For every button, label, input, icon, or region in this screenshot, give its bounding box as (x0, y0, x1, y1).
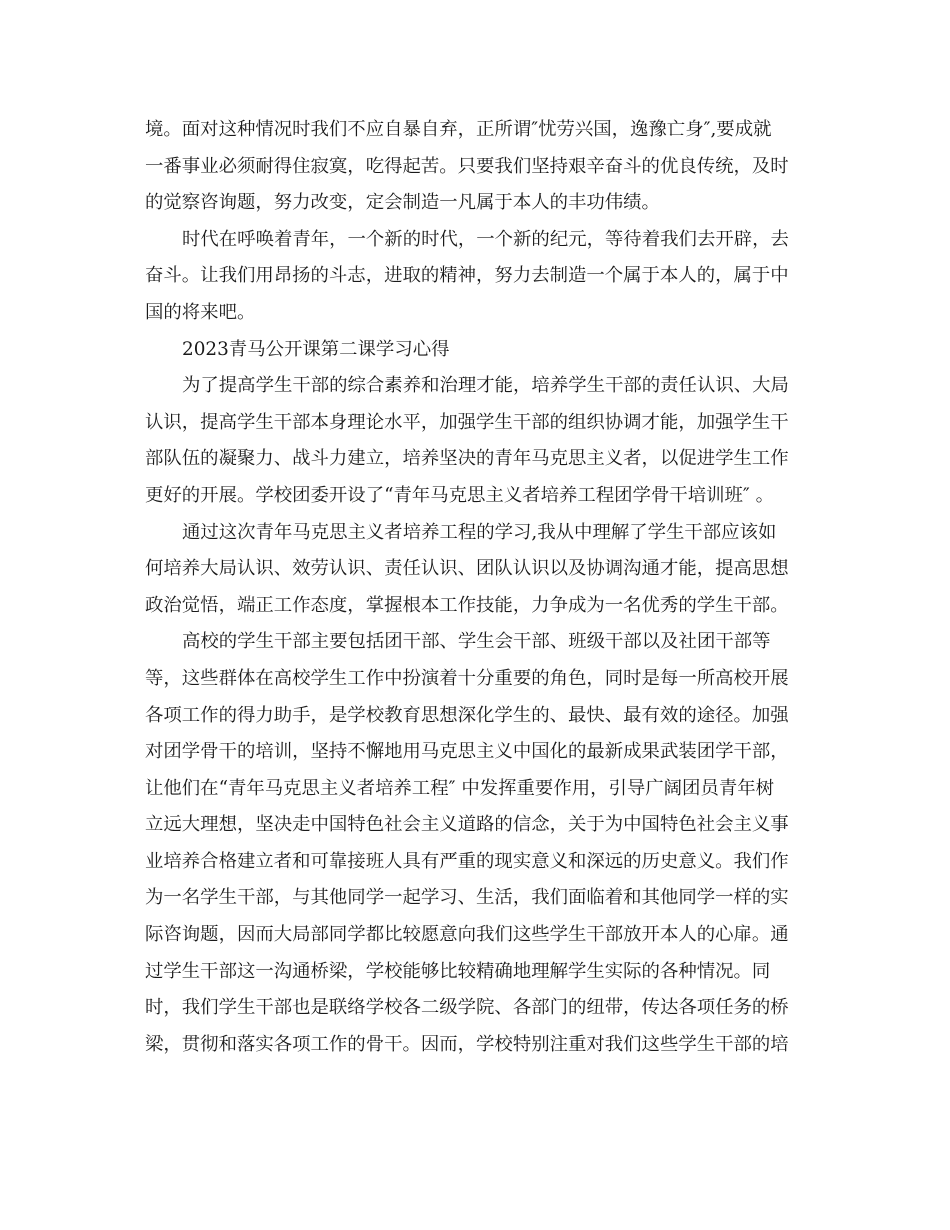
text-line: 何培养大局认识、效劳认识、责任认识、团队认识以及协调沟通才能，提高思想 (145, 558, 789, 580)
text-line: 为了提高学生干部的综合素养和治理才能，培养学生干部的责任认识、大局 (182, 375, 789, 397)
text-line: 对团学骨干的培训，坚持不懈地用马克思主义中国化的最新成果武装团学干部， (145, 741, 789, 763)
section-heading (145, 332, 805, 369)
text-line: 政治觉悟，端正工作态度，掌握根本工作技能，力争成为一名优秀的学生干部。 (145, 594, 789, 616)
paragraph-3 (145, 368, 805, 514)
text-line: 更好的开展。学校团委开设了“青年马克思主义者培养工程团学骨干培训班″ 。 (145, 484, 775, 506)
text-line: 过学生干部这一沟通桥梁，学校能够比较精确地理解学生实际的各种情况。同 (145, 960, 771, 982)
paragraph-4 (145, 515, 805, 625)
text-line: 各项工作的得力助手，是学校教育思想深化学生的、最快、最有效的途径。加强 (145, 704, 789, 726)
section-title: 2023青马公开课第二课学习心得 (182, 338, 450, 360)
text-line: 通过这次青年马克思主义者培养工程的学习,我从中理解了学生干部应该如 (182, 521, 777, 543)
text-line: 际咨询题，因而大局部同学都比较愿意向我们这些学生干部放开本人的心扉。通 (145, 924, 789, 946)
text-line: 梁，贯彻和落实各项工作的骨干。因而，学校特别注重对我们这些学生干部的培 (145, 1033, 789, 1055)
text-line: 时代在呼唤着青年，一个新的时代，一个新的纪元，等待着我们去开辟，去 (182, 228, 789, 250)
paragraph-1 (145, 112, 805, 222)
text-line: 让他们在“青年马克思主义者培养工程″ 中发挥重要作用，引导广阔团员青年树 (145, 777, 775, 799)
text-line: 国的将来吧。 (145, 301, 256, 323)
text-line: 一番事业必须耐得住寂寞，吃得起苦。只要我们坚持艰辛奋斗的优良传统，及时 (145, 155, 789, 177)
text-line: 时，我们学生干部也是联络学校各二级学院、各部门的纽带，传达各项任务的桥 (145, 997, 789, 1019)
text-line: 的觉察咨询题，努力改变，定会制造一凡属于本人的丰功伟绩。 (145, 192, 660, 214)
text-line: 立远大理想，坚决走中国特色社会主义道路的信念，关于为中国特色社会主义事 (145, 814, 789, 836)
text-line: 业培养合格建立者和可靠接班人具有严重的现实意义和深远的历史意义。我们作 (145, 850, 789, 872)
text-line: 为一名学生干部，与其他同学一起学习、生活，我们面临着和其他同学一样的实 (145, 887, 789, 909)
text-line: 境。面对这种情况时我们不应自暴自弃，正所谓″忧劳兴国，逸豫亡身″,要成就 (145, 119, 772, 140)
text-line: 高校的学生干部主要包括团干部、学生会干部、班级干部以及社团干部等 (182, 631, 771, 653)
text-line: 部队伍的凝聚力、战斗力建立，培养坚决的青年马克思主义者，以促进学生工作 (145, 448, 789, 470)
paragraph-2 (145, 222, 805, 332)
text-line: 等，这些群体在高校学生工作中扮演着十分重要的角色，同时是每一所高校开展 (145, 667, 789, 689)
text-line: 奋斗。让我们用昂扬的斗志，进取的精神，努力去制造一个属于本人的，属于中 (145, 265, 789, 287)
document-body (145, 112, 805, 1063)
text-line: 认识，提高学生干部本身理论水平，加强学生干部的组织协调才能，加强学生干 (145, 411, 789, 433)
paragraph-5 (145, 624, 805, 1063)
